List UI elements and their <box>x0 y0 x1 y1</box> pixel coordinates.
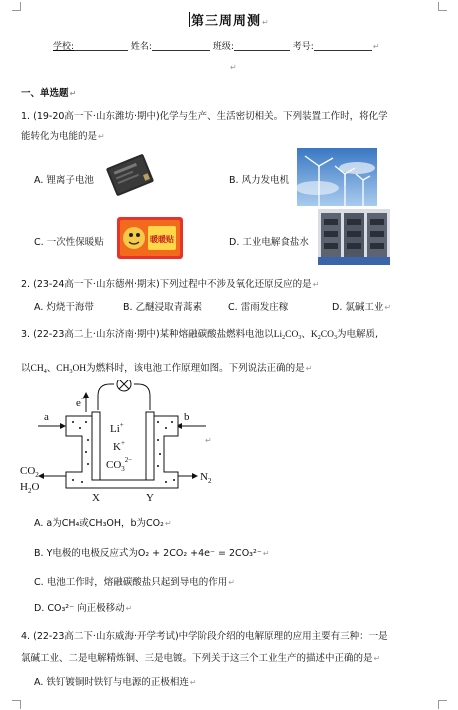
question-4-line2: 氯碱工业、二是电解精炼铜、三是电镀。下列关于这三个工业生产的描述中正确的是↵ <box>21 653 381 664</box>
class-field[interactable] <box>234 40 290 51</box>
corner-mark-top-right <box>438 2 447 11</box>
electrode-x-label: X <box>92 492 100 504</box>
header-fields: 学校: 姓名: 班级: 考号: ↵ <box>53 42 380 52</box>
text-cursor <box>189 12 190 27</box>
question-1-line1: 1. (19-20高一下·山东潍坊·期中)化学与生产、生活密切相关。下列装置工作时，将化学 <box>21 111 388 122</box>
number-field[interactable] <box>314 40 372 51</box>
question-3-line1: 3. (22-23高二上·山东济南·期中)某种熔融碳酸盐燃料电池以$Li_2CO_3$、$K_2CO_3$为电解质, <box>21 329 378 341</box>
n2-outlet-label: $N_2$ <box>200 471 212 485</box>
question-2-line: 2. (23-24高一下·山东德州·期末)下列过程中不涉及氧化还原反应的是↵ <box>21 279 320 290</box>
inlet-a-label: a <box>44 411 49 423</box>
q3-option-a[interactable]: A. a为CH₄或CH₃OH，b为CO₂↵ <box>34 518 172 529</box>
q1-option-c[interactable]: C. 一次性保暖贴 <box>34 237 104 248</box>
question-3-line2: 以$CH_4$、$CH_3OH$为燃料时，该电池工作原理如图。下列说法正确的是↵ <box>21 363 313 375</box>
li2co3-formula: $Li_2CO_3$ <box>273 330 302 341</box>
page-title: 第三周周测↵ <box>191 14 269 29</box>
corner-mark-bottom-right <box>438 700 447 709</box>
name-label: 姓名: <box>130 42 152 52</box>
co2-outlet-label: $CO_2$ <box>20 465 39 479</box>
q2-option-b[interactable]: B. 乙醚浸取青蒿素 <box>123 302 203 313</box>
q2-option-a[interactable]: A. 灼烧干海带 <box>34 302 94 313</box>
q2-option-d[interactable]: D. 氯碱工业↵ <box>332 302 392 313</box>
q1-option-d[interactable]: D. 工业电解食盐水 <box>229 237 309 248</box>
q1-option-b[interactable]: B. 风力发电机 <box>229 175 290 186</box>
name-field[interactable] <box>152 40 210 51</box>
ch4-formula: $CH_4$ <box>30 364 47 375</box>
q3-option-b[interactable]: B. Y电极的电极反应式为O₂ + 2CO₂ +4e⁻ = 2CO₃²⁻↵ <box>34 548 270 559</box>
question-4-line1: 4. (22-23高二下·山东威海·开学考试)中学阶段介绍的电解原理的应用主要有三种：一是 <box>21 631 388 642</box>
paragraph-mark: ↵ <box>205 436 212 445</box>
electrode-y-label: Y <box>146 492 154 504</box>
carbonate-ion-label: $CO_3^{2-}$ <box>106 456 133 473</box>
electron-label: e− <box>76 395 85 409</box>
paragraph-mark: ↵ <box>230 63 237 72</box>
k-ion-label: K+ <box>113 439 125 453</box>
li-ion-label: Li+ <box>110 421 124 435</box>
q1-option-a[interactable]: A. 锂离子电池 <box>34 175 94 186</box>
warmer-patch-label: 暖暖贴 <box>150 235 174 244</box>
corner-mark-top-left <box>12 2 21 11</box>
electrolysis-cells-image <box>318 209 390 265</box>
q3-option-c[interactable]: C. 电池工作时，熔融碳酸盐只起到导电的作用↵ <box>34 577 235 588</box>
school-field[interactable] <box>74 40 128 51</box>
q2-option-c[interactable]: C. 雷雨发庄稼 <box>228 302 289 313</box>
inlet-b-label: b <box>184 411 190 423</box>
lamp-icon <box>117 380 131 391</box>
number-label: 考号: <box>292 42 314 52</box>
q4-option-a[interactable]: A. 铁钉镀铜时铁钉与电源的正极相连↵ <box>34 677 197 688</box>
k2co3-formula: $K_2CO_3$ <box>310 330 337 341</box>
q3-option-d[interactable]: D. CO₃²⁻ 向正极移动↵ <box>34 603 133 614</box>
question-1-line2: 能转化为电能的是↵ <box>21 131 105 142</box>
lithium-battery-image <box>104 150 156 200</box>
class-label: 班级: <box>212 42 234 52</box>
h2o-outlet-label: $H_2O$ <box>20 481 40 495</box>
wind-turbine-image <box>297 148 377 206</box>
section-title: 一、单选题↵ <box>21 88 77 99</box>
ch3oh-formula: $CH_3OH$ <box>56 364 87 375</box>
corner-mark-bottom-left <box>12 700 21 709</box>
warmer-patch-image <box>116 214 184 262</box>
school-label: 学校: <box>53 42 75 52</box>
fuel-cell-diagram <box>18 380 218 504</box>
